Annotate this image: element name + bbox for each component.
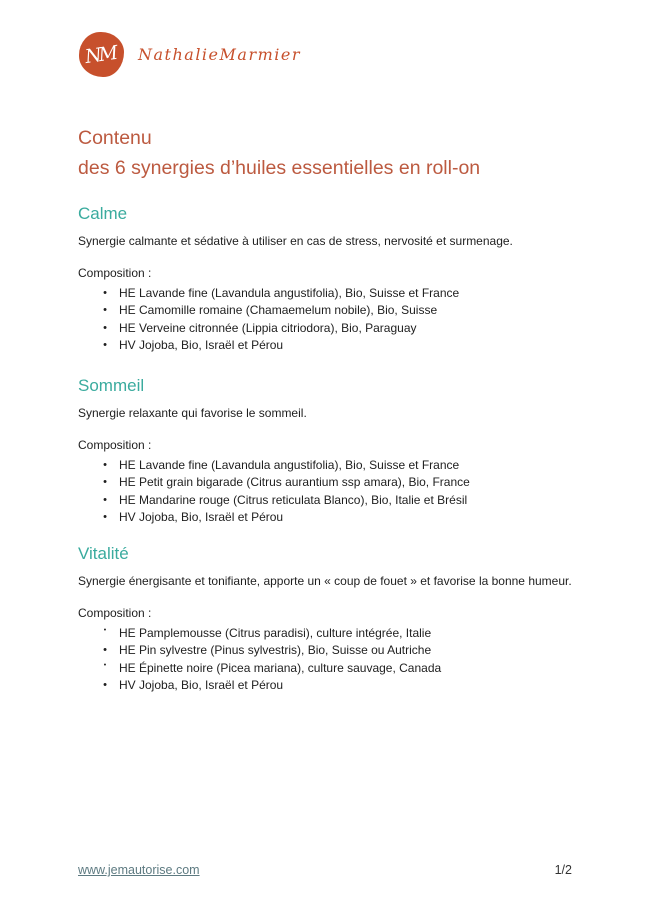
composition-label: Composition : <box>78 438 152 452</box>
section-sommeil <box>78 375 578 526</box>
bullet-icon: • <box>103 338 107 351</box>
page-title-line1: Contenu <box>78 127 152 149</box>
list-item-text: HV Jojoba, Bio, Israël et Pérou <box>119 677 284 692</box>
list-item-text: HE Lavande fine (Lavandula angustifolia), Bio, Suisse et France <box>119 458 460 472</box>
list-item <box>78 337 578 354</box>
list-item-text: HE Pamplemousse (Citrus paradisi), culture intégrée, Italie <box>119 626 432 640</box>
list-item <box>78 642 578 659</box>
composition-list <box>78 457 578 526</box>
composition-list <box>78 285 578 354</box>
page-indicator: 1/2 <box>554 863 572 877</box>
bullet-icon: • <box>103 287 107 299</box>
section-description: Synergie énergisante et tonifiante, apporte un « coup de fouet » et favorise la bonne humeur. <box>78 574 572 588</box>
list-item <box>78 625 578 642</box>
list-item-text: HE Épinette noire (Picea mariana), culture sauvage, Canada <box>119 660 442 675</box>
section-description: Synergie calmante et sédative à utiliser en cas de stress, nervosité et surmenage. <box>78 234 513 248</box>
bullet-icon: • <box>103 459 107 471</box>
bullet-icon: • <box>103 304 107 317</box>
list-item <box>78 509 578 526</box>
brand-name: NathalieMarmier <box>138 45 301 64</box>
list-item <box>78 492 578 509</box>
list-item <box>78 302 578 319</box>
footer-link[interactable]: www.jemautorise.com <box>78 863 200 877</box>
list-item <box>78 474 578 491</box>
list-item-text: HE Pin sylvestre (Pinus sylvestris), Bio, Suisse ou Autriche <box>119 643 432 658</box>
section-heading: Sommeil <box>78 376 145 395</box>
composition-label: Composition : <box>78 266 152 280</box>
composition-list <box>78 625 578 694</box>
list-item-text: HE Lavande fine (Lavandula angustifolia), Bio, Suisse et France <box>119 286 460 300</box>
bullet-icon: • <box>103 493 107 506</box>
brand-header <box>79 32 301 77</box>
section-heading: Vitalité <box>78 544 129 563</box>
list-item-text: HV Jojoba, Bio, Israël et Pérou <box>119 337 284 352</box>
brand-logo-icon <box>79 32 124 77</box>
list-item-text: HV Jojoba, Bio, Israël et Pérou <box>119 509 284 524</box>
page-title <box>78 123 480 183</box>
list-item-text: HE Verveine citronnée (Lippia citriodora), Bio, Paraguay <box>119 320 417 335</box>
section-description: Synergie relaxante qui favorise le sommeil. <box>78 406 307 420</box>
bullet-icon: • <box>103 661 107 669</box>
brand-monogram: NM <box>84 41 117 68</box>
section-calme <box>78 203 578 354</box>
bullet-icon: • <box>103 510 107 523</box>
list-item <box>78 677 578 694</box>
bullet-icon: • <box>103 678 107 691</box>
composition-label: Composition : <box>78 606 152 620</box>
section-vitalite <box>78 543 578 694</box>
bullet-icon: • <box>103 321 107 334</box>
list-item <box>78 320 578 337</box>
list-item <box>78 660 578 677</box>
list-item-text: HE Camomille romaine (Chamaemelum nobile), Bio, Suisse <box>119 303 438 318</box>
page-footer <box>78 863 572 877</box>
list-item <box>78 457 578 474</box>
list-item-text: HE Petit grain bigarade (Citrus aurantium ssp amara), Bio, France <box>119 475 470 490</box>
page-title-line2: des 6 synergies d’huiles essentielles en roll-on <box>78 157 481 179</box>
list-item <box>78 285 578 302</box>
list-item-text: HE Mandarine rouge (Citrus reticulata Blanco), Bio, Italie et Brésil <box>119 492 468 507</box>
bullet-icon: • <box>103 627 107 634</box>
section-heading: Calme <box>78 204 128 223</box>
bullet-icon: • <box>103 476 107 489</box>
bullet-icon: • <box>103 644 107 657</box>
